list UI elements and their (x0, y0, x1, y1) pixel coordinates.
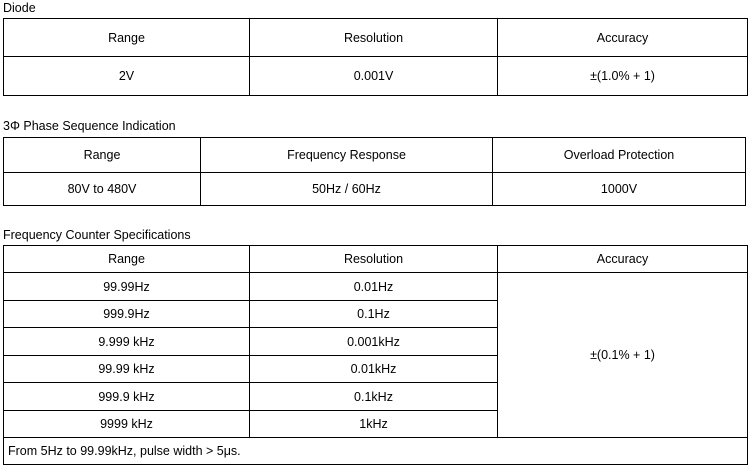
phase-title: 3Φ Phase Sequence Indication (3, 119, 176, 133)
cell-overload-protection: 1000V (493, 173, 746, 206)
cell-range: 9999 kHz (4, 411, 250, 438)
cell-resolution: 0.1kHz (250, 383, 498, 411)
header-frequency-response: Frequency Response (201, 138, 493, 173)
table-header-row (4, 19, 748, 57)
header-resolution: Resolution (250, 246, 498, 273)
cell-frequency-response: 50Hz / 60Hz (201, 173, 493, 206)
header-overload-protection: Overload Protection (493, 138, 746, 173)
header-accuracy: Accuracy (498, 19, 748, 57)
freq-table (3, 245, 748, 465)
table-header-row (4, 246, 748, 273)
cell-resolution: 0.01kHz (250, 356, 498, 383)
header-resolution: Resolution (250, 19, 498, 57)
header-range: Range (4, 138, 201, 173)
table-note-row (4, 438, 748, 465)
diode-table (3, 18, 748, 96)
cell-range: 999.9 kHz (4, 383, 250, 411)
cell-range: 999.9Hz (4, 301, 250, 328)
table-row (4, 273, 748, 301)
cell-resolution: 0.001kHz (250, 328, 498, 356)
cell-resolution: 0.1Hz (250, 301, 498, 328)
cell-resolution: 0.001V (250, 57, 498, 96)
diode-title: Diode (3, 1, 36, 15)
cell-range: 99.99 kHz (4, 356, 250, 383)
cell-range: 2V (4, 57, 250, 96)
cell-accuracy: ±(1.0% + 1) (498, 57, 748, 96)
table-row (4, 173, 746, 206)
cell-range: 80V to 480V (4, 173, 201, 206)
freq-title: Frequency Counter Specifications (3, 228, 191, 242)
table-header-row (4, 138, 746, 173)
header-range: Range (4, 246, 250, 273)
phase-table (3, 137, 746, 206)
header-accuracy: Accuracy (498, 246, 748, 273)
cell-accuracy: ±(0.1% + 1) (498, 273, 748, 438)
cell-resolution: 1kHz (250, 411, 498, 438)
cell-range: 99.99Hz (4, 273, 250, 301)
header-range: Range (4, 19, 250, 57)
note-text: From 5Hz to 99.99kHz, pulse width > 5μs. (4, 438, 748, 465)
cell-resolution: 0.01Hz (250, 273, 498, 301)
cell-range: 9.999 kHz (4, 328, 250, 356)
table-row (4, 57, 748, 96)
